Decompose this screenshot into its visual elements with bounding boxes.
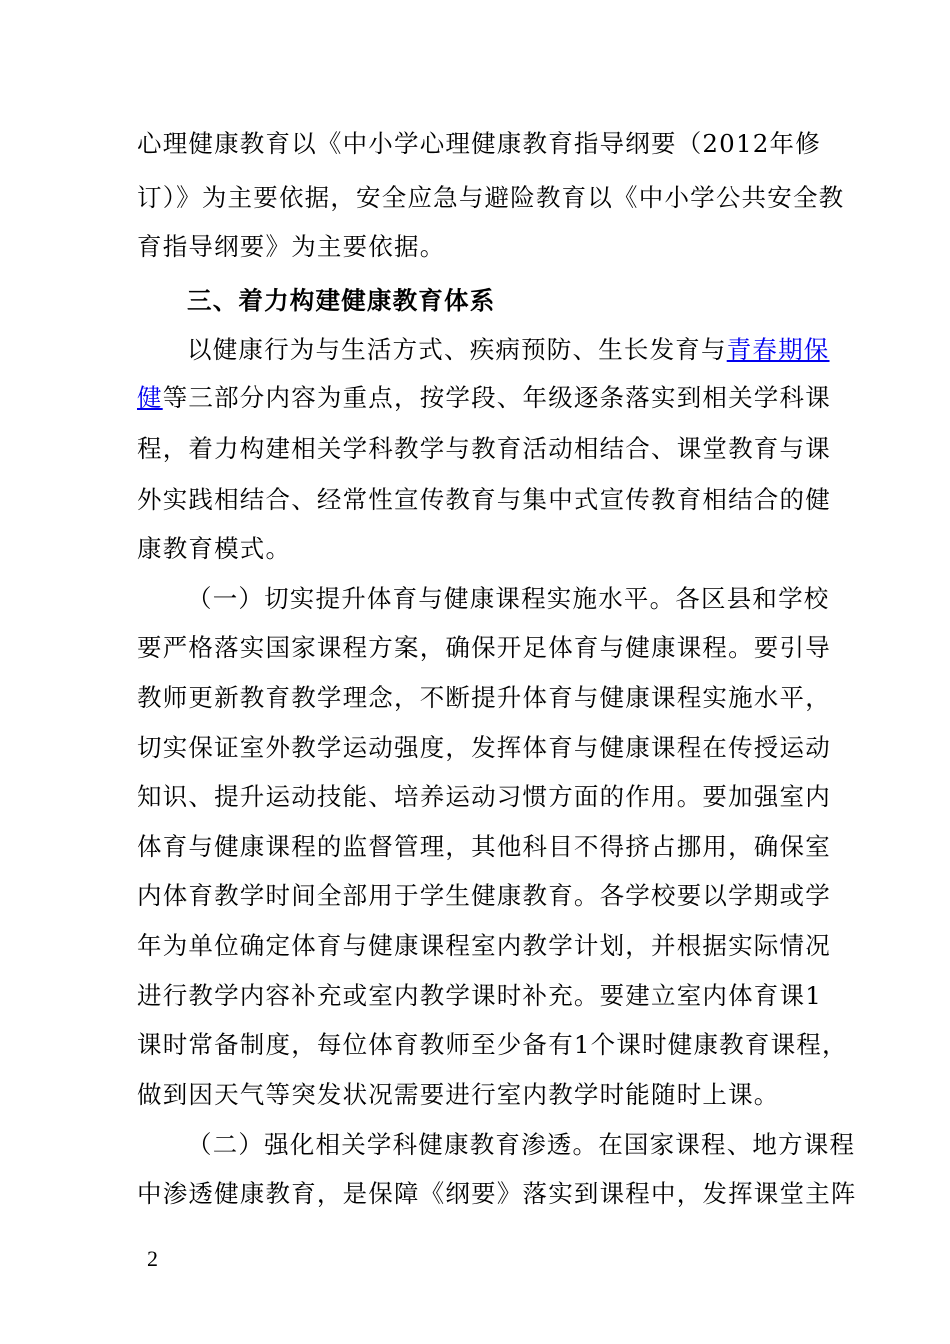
subsection-heading: （二）强化相关学科健康教育渗透。在国家课程、地方课程: [187, 1130, 856, 1159]
body-line: 做到因天气等突发状况需要进行室内教学时能随时上课。: [137, 1080, 780, 1109]
body-line: 进行教学内容补充或室内教学课时补充。要建立室内体育课1: [137, 981, 822, 1010]
body-line: 切实保证室外教学运动强度，发挥体育与健康课程在传授运动: [137, 733, 831, 762]
body-line: 康教育模式。: [137, 534, 292, 563]
subsection-heading: （一）切实提升体育与健康课程实施水平。各区县和学校: [187, 584, 830, 613]
body-line: 要严格落实国家课程方案，确保开足体育与健康课程。要引导: [137, 633, 831, 662]
body-line: 心理健康教育以《中小学心理健康教育指导纲要（2012年修: [137, 129, 821, 158]
body-line: 健等三部分内容为重点，按学段、年级逐条落实到相关学科课: [137, 383, 831, 412]
body-line: 程，着力构建相关学科教学与教育活动相结合、课堂教育与课: [137, 434, 831, 463]
body-line: 内体育教学时间全部用于学生健康教育。各学校要以学期或学: [137, 881, 831, 910]
link-youth-health-cont[interactable]: 健: [137, 383, 163, 412]
body-line: 育指导纲要》为主要依据。: [137, 232, 446, 261]
body-line: 订）》为主要依据，安全应急与避险教育以《中小学公共安全教: [137, 183, 845, 212]
body-line: 年为单位确定体育与健康课程室内教学计划，并根据实际情况: [137, 931, 831, 960]
body-line: 以健康行为与生活方式、疾病预防、生长发育与青春期保: [187, 335, 830, 364]
page-number: 2: [147, 1246, 158, 1271]
body-line: 体育与健康课程的监督管理，其他科目不得挤占挪用，确保室: [137, 832, 831, 861]
body-line: 教师更新教育教学理念，不断提升体育与健康课程实施水平，: [137, 683, 831, 712]
body-line: 知识、提升运动技能、培养运动习惯方面的作用。要加强室内: [137, 782, 831, 811]
body-line: 中渗透健康教育，是保障《纲要》落实到课程中，发挥课堂主阵: [137, 1179, 857, 1208]
body-line: 课时常备制度，每位体育教师至少备有1个课时健康教育课程，: [137, 1030, 848, 1059]
section-heading: 三、着力构建健康教育体系: [187, 286, 496, 315]
link-youth-health[interactable]: 青春期保: [726, 335, 830, 364]
body-line: 外实践相结合、经常性宣传教育与集中式宣传教育相结合的健: [137, 485, 831, 514]
